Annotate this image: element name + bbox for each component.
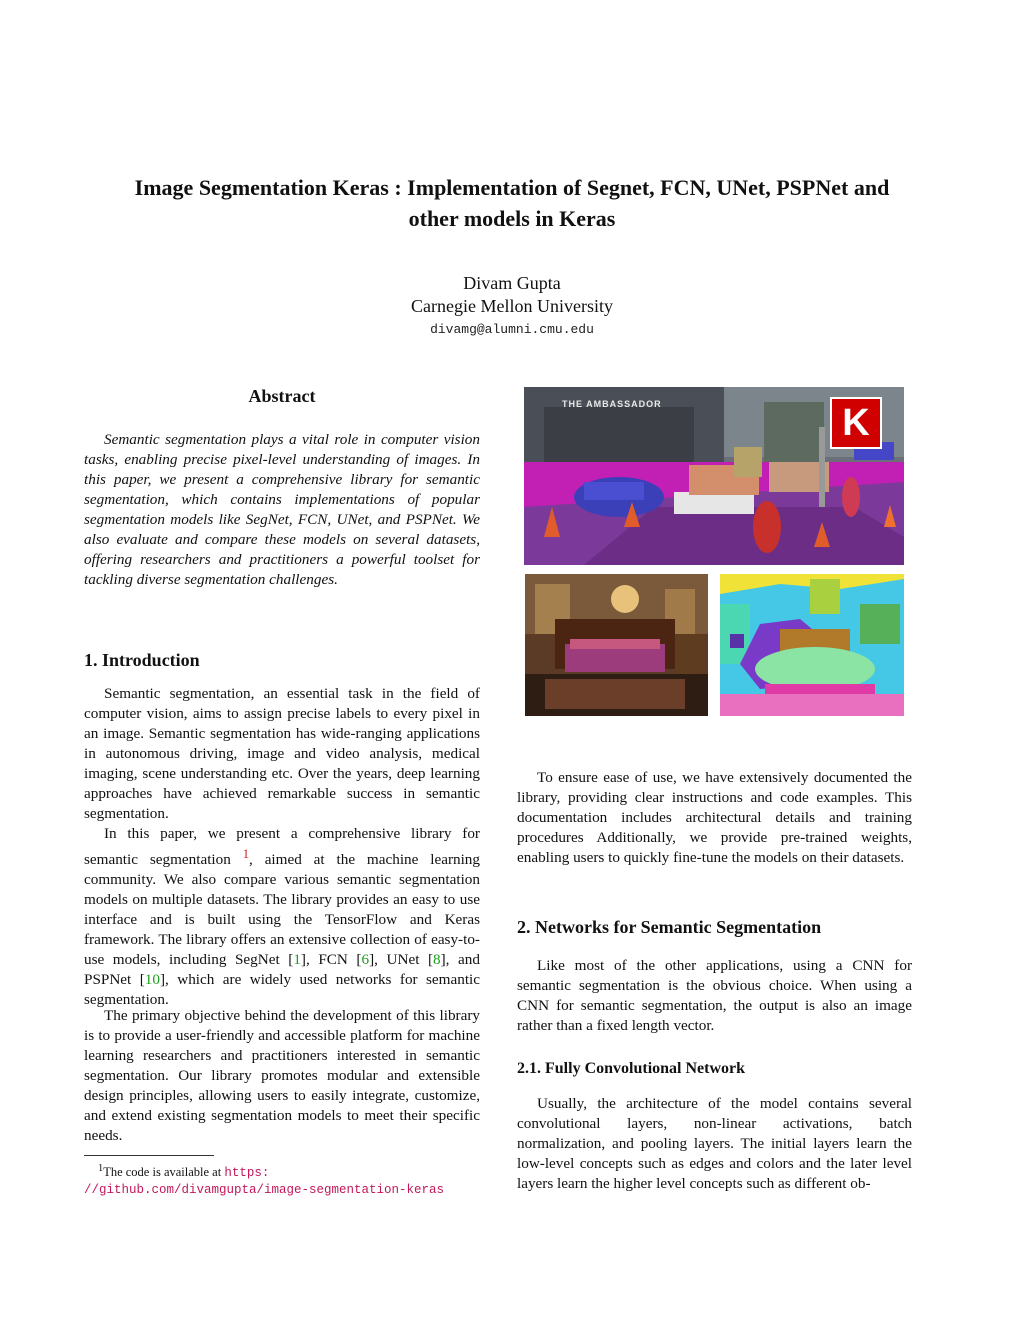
section-2-paragraph: Like most of the other applications, using a CNN for semantic segmentation is the obvious choice. When using a CNN for semantic segmentation, the output is also an image rather than a fixed length vector. (517, 957, 912, 1034)
paper-title-line-2: other models in Keras (408, 206, 616, 231)
intro-heading: 1. Introduction (84, 650, 200, 670)
author-name: Divam Gupta (463, 273, 561, 293)
figure-bedroom-photo (525, 574, 708, 716)
paper-title (60, 172, 964, 234)
citation-8[interactable]: 8 (433, 951, 441, 969)
intro-p2-part-b: , aimed at the machine learning community. We also compare various semantic segmentation models on multiple datasets. The library provides an easy to use interface and is built using the TensorFlow and Keras framework. The library offers an extensive collection of easy-to-use models, including SegNet [ (84, 851, 480, 969)
intro-paragraph-2 (84, 824, 480, 1010)
author-affiliation: Carnegie Mellon University (411, 296, 613, 316)
keras-logo: K (830, 397, 882, 449)
intro-p2-part-c: ], FCN [ (300, 951, 362, 969)
section-2-1-paragraph: Usually, the architecture of the model contains several convolutional layers, non-linear activations, batch normalization, and pooling layers. The initial layers learn the low-level concepts such as edges and colors and the later level layers learn the higher level concepts such as different ob- (517, 1095, 912, 1192)
footnote (84, 1160, 484, 1199)
citation-10[interactable]: 10 (144, 971, 160, 989)
paper-title-line-1: Image Segmentation Keras : Implementation of Segnet, FCN, UNet, PSPNet and (134, 175, 890, 200)
abstract-text: Semantic segmentation plays a vital role in computer vision tasks, enabling precise pixel-level understanding of images. In this paper, we present a comprehensive library for semantic segmentation, which contains implementations of popular segmentation models like SegNet, FCN, UNet, and PSPNet. We also evaluate and compare these models on several datasets, offering researchers and practitioners a powerful toolset for tackling diverse segmentation challenges. (84, 431, 480, 588)
figure-street-overlay (524, 387, 904, 565)
author-block (0, 272, 1024, 318)
footnote-rule (84, 1155, 214, 1156)
intro-paragraph-3: The primary objective behind the development of this library is to provide a user-friendly and accessible platform for machine learning researchers and practitioners interested in semantic segmentation. Our library promotes modular and extensible design principles, allowing users to easily integrate, customize, and extend existing segmentation models to meet their specific needs. (84, 1007, 480, 1144)
intro-p2-part-e: ], and PSPNet [ (84, 951, 480, 989)
footnote-marker[interactable]: 1 (242, 847, 250, 861)
docs-paragraph: To ensure ease of use, we have extensively documented the library, providing clear instructions and code examples. This documentation includes architectural details and training procedures Additionally, we provide pre-trained weights, enabling users to quickly fine-tune the models on their datasets. (517, 769, 912, 866)
footnote-text: The code is available at (103, 1165, 225, 1180)
figure-bedroom-segmentation (720, 574, 904, 716)
intro-p2-part-a: In this paper, we present a comprehensive library for semantic segmentation (84, 825, 480, 869)
citation-6[interactable]: 6 (361, 951, 370, 969)
intro-p2-part-d: ], UNet [ (369, 951, 434, 969)
section-2-heading: 2. Networks for Semantic Segmentation (517, 917, 822, 937)
intro-p2-part-f: ], which are widely used networks for semantic segmentation. (84, 971, 480, 1009)
abstract-heading: Abstract (248, 386, 316, 406)
intro-paragraph-1: Semantic segmentation, an essential task in the field of computer vision, aims to assign precise labels to every pixel in an image. Semantic segmentation has wide-ranging applications in autonomous driving, image and video analysis, medical imaging, scene understanding etc. Over the years, deep learning approaches have achieved remarkable success in semantic segmentation. (84, 685, 480, 822)
section-2-1-heading: 2.1. Fully Convolutional Network (517, 1060, 746, 1077)
citation-1[interactable]: 1 (293, 951, 301, 969)
footnote-url-part-2[interactable]: //github.com/divamgupta/image-segmentation-keras (84, 1183, 445, 1198)
footnote-mark: 1 (98, 1163, 104, 1174)
ambassador-sign: THE AMBASSADOR (562, 399, 662, 409)
footnote-url-part-1[interactable]: https: (224, 1166, 270, 1181)
author-email: divamg@alumni.cmu.edu (430, 322, 594, 337)
